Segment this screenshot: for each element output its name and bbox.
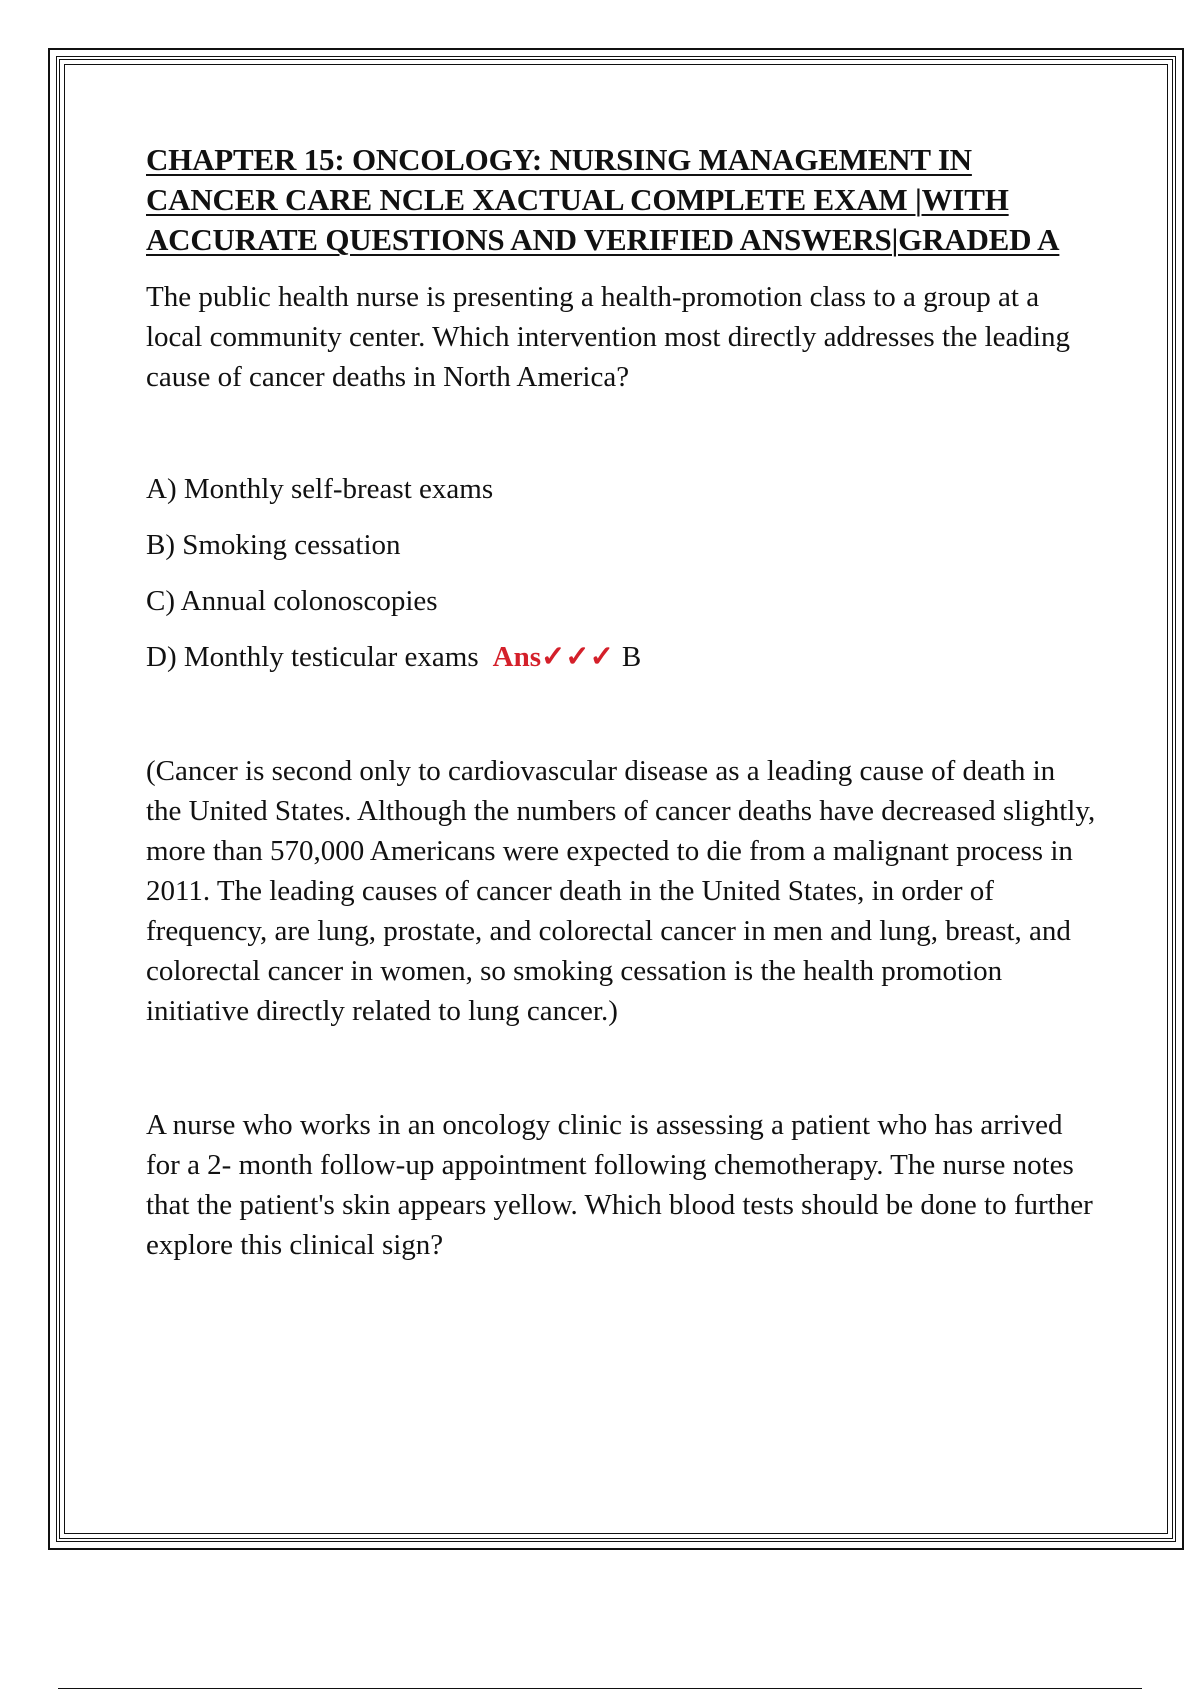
- question-1-options: [146, 469, 1096, 693]
- answer-label: Ans: [492, 641, 541, 673]
- option-d: D) Monthly testicular exams: [146, 641, 479, 673]
- option-c: C) Annual colonoscopies: [146, 585, 438, 617]
- footer-rule: [58, 1688, 1142, 1689]
- option-a: A) Monthly self-breast exams: [146, 473, 494, 505]
- question-1-rationale: (Cancer is second only to cardiovascular disease as a leading cause of death in the United States. Although the numbers of cancer deaths have decreased slightly, more than 570,000 Americans were expected to die from a malignant process in 2011. The leading causes of cancer death in the United States, in order of frequency, are lung, prostate, and colorectal cancer in men and lung, breast, and colorectal cancer in women, so smoking cessation is the health promotion initiative directly related to lung cancer.): [146, 755, 1096, 1027]
- checkmark-icon: ✓✓✓: [540, 641, 614, 673]
- question-2-text: A nurse who works in an oncology clinic is assessing a patient who has arrived for a 2- month follow-up appointment following chemotherapy. The nurse notes that the patient's skin appears yellow. Which blood tests should be done to further explore this clinical sign?: [146, 1109, 1093, 1261]
- option-d-with-answer: [146, 637, 1096, 693]
- document-body: [146, 140, 1096, 1265]
- option-b: B) Smoking cessation: [146, 529, 401, 561]
- question-1-text: The public health nurse is presenting a health-promotion class to a group at a local community center. Which intervention most directly addresses the leading cause of cancer deaths in North America?: [146, 281, 1070, 393]
- chapter-title: CHAPTER 15: ONCOLOGY: NURSING MANAGEMENT IN CANCER CARE NCLE XACTUAL COMPLETE EXAM |WITH ACCURATE QUESTIONS AND VERIFIED ANSWERS|GRADED A: [146, 142, 1060, 257]
- answer-value: B: [621, 641, 642, 673]
